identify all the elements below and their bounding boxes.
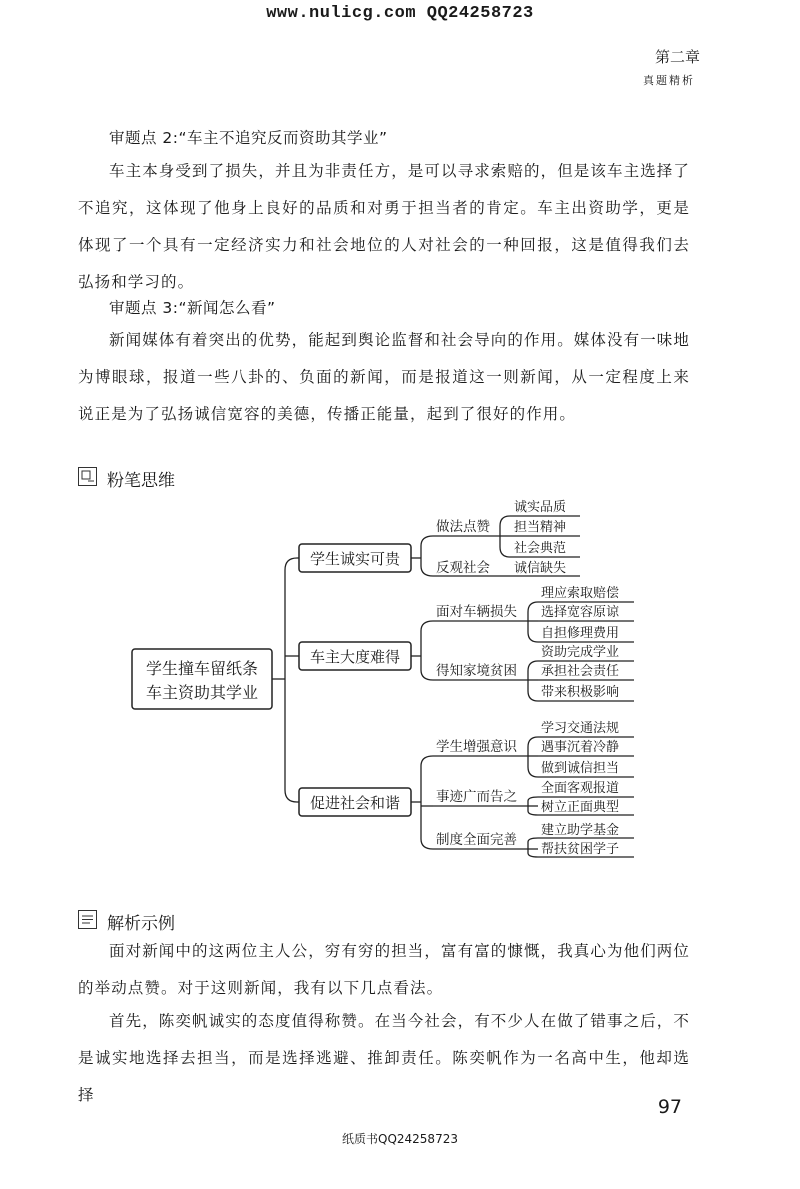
sub-label-2-2: 得知家境贫困: [436, 663, 517, 679]
analysis-section-title: 解析示例: [107, 914, 175, 934]
sub-label-2-1: 面对车辆损失: [436, 604, 517, 620]
leaf-3-2-1: 全面客观报道: [541, 781, 620, 796]
leaf-1-1-3: 社会典范: [514, 541, 567, 556]
sub-label-1-1: 做法点赞: [436, 519, 490, 535]
leaf-1-2-1: 诚信缺失: [514, 561, 567, 576]
leaf-3-3-1: 建立助学基金: [541, 823, 620, 838]
sub-label-3-2: 事迹广而告之: [436, 789, 517, 805]
chapter-subtitle: 真题精析: [643, 74, 695, 87]
analysis-icon: [78, 910, 97, 929]
leaf-3-3-2: 帮扶贫困学子: [541, 842, 620, 857]
leaf-2-1-3: 自担修理费用: [541, 626, 620, 641]
sub-label-3-1: 学生增强意识: [436, 739, 517, 755]
analysis-paragraph-2: 首先，陈奕帆诚实的态度值得称赞。在当今社会，有不少人在做了错事之后，不是诚实地选择去担当，而是选择逃避、推卸责任。陈奕帆作为一名高中生，他却选择: [78, 1012, 691, 1104]
point2-heading: 审题点 2:“车主不追究反而资助其学业”: [109, 129, 388, 147]
leaf-3-1-2: 遇事沉着冷静: [541, 740, 620, 755]
watermark-header: www.nulicg.com QQ24258723: [266, 4, 534, 23]
point3-paragraph: 新闻媒体有着突出的优势，能起到舆论监督和社会导向的作用。媒体没有一味地为博眼球，报道一些八卦的、负面的新闻，而是报道这一则新闻，从一定程度上来说正是为了弘扬诚信宽容的美德，传播正能量，起到了很好的作用。: [78, 331, 691, 423]
leaf-3-1-1: 学习交通法规: [541, 721, 620, 736]
branch-label-1: 学生诚实可贵: [309, 550, 401, 568]
leaf-2-1-2: 选择宽容原谅: [541, 605, 620, 620]
leaf-1-1-1: 诚实品质: [514, 500, 567, 515]
analysis-paragraph-1: 面对新闻中的这两位主人公，穷有穷的担当，富有富的慷慨，我真心为他们两位的举动点赞。对于这则新闻，我有以下几点看法。: [78, 942, 691, 997]
mindmap-section-title: 粉笔思维: [107, 471, 175, 491]
leaf-1-1-2: 担当精神: [514, 520, 567, 535]
leaf-3-2-2: 树立正面典型: [541, 800, 620, 815]
chapter-title: 第二章: [654, 48, 700, 66]
leaf-2-2-2: 承担社会责任: [541, 664, 620, 679]
leaf-2-2-1: 资助完成学业: [541, 645, 620, 660]
sub-label-1-2: 反观社会: [436, 560, 490, 576]
leaf-2-1-1: 理应索取赔偿: [541, 586, 620, 601]
leaf-3-1-3: 做到诚信担当: [541, 761, 620, 776]
point3-heading: 审题点 3:“新闻怎么看”: [109, 299, 276, 317]
leaf-2-2-3: 带来积极影响: [541, 685, 620, 700]
branch-label-2: 车主大度难得: [309, 648, 401, 666]
point2-paragraph: 车主本身受到了损失，并且为非责任方，是可以寻求索赔的，但是该车主选择了不追究，这体现了他身上良好的品质和对勇于担当者的肯定。车主出资助学，更是体现了一个具有一定经济实力和社会地位的人对社会的一种回报，这是值得我们去弘扬和学习的。: [78, 162, 691, 291]
mindmap-root-line2: 车主资助其学业: [145, 683, 259, 702]
mindmap-root-line1: 学生撞车留纸条: [145, 659, 259, 678]
page-number: 97: [657, 1096, 682, 1118]
sub-label-3-3: 制度全面完善: [436, 832, 517, 848]
footer-note: 纸质书QQ24258723: [342, 1132, 458, 1146]
branch-label-3: 促进社会和谐: [309, 794, 401, 812]
